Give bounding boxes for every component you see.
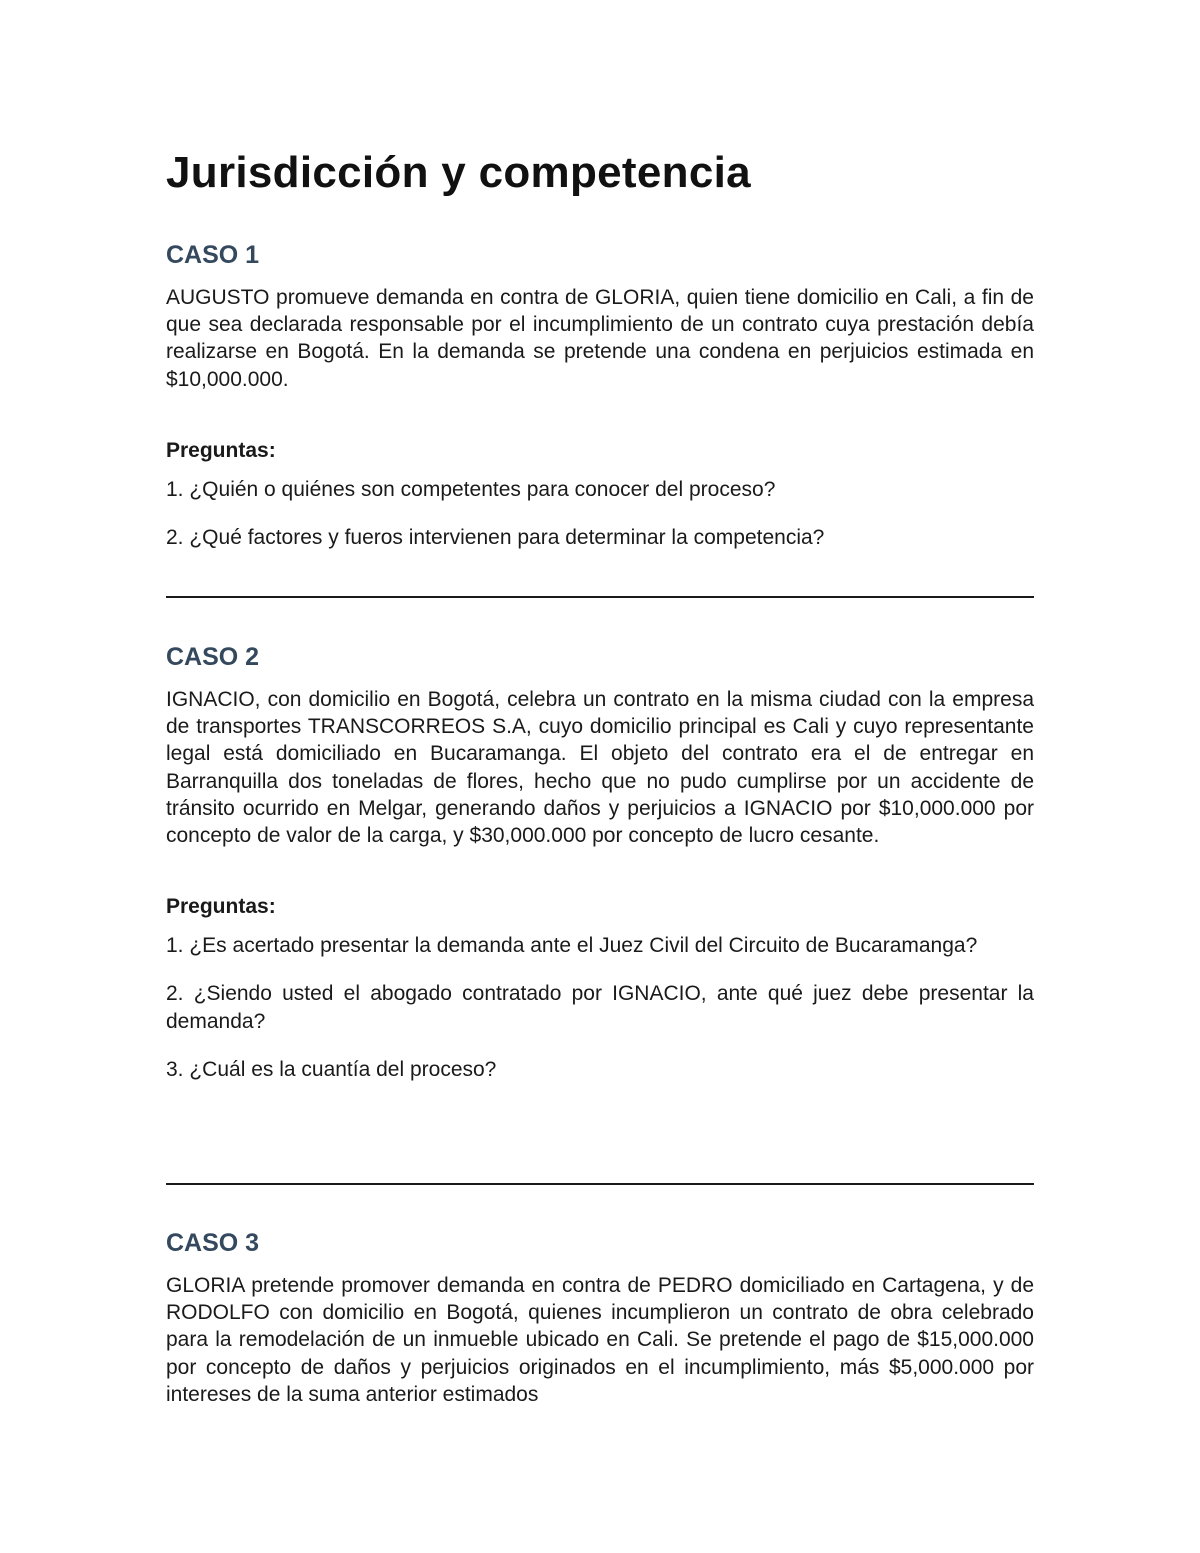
case-description: AUGUSTO promueve demanda en contra de GLORIA, quien tiene domicilio en Cali, a fin de que sea declarada responsable por el incumplimiento de un contrato cuya prestación debía realizarse en Bogotá. En la demanda se pretende una condena en perjuicios estimada en $10,000.000.	[166, 286, 1034, 391]
case-heading: CASO 2	[166, 643, 260, 671]
case-description: GLORIA pretende promover demanda en contra de PEDRO domiciliado en Cartagena, y de RODOLFO con domicilio en Bogotá, quienes incumplieron un contrato de obra celebrado para la remodelación de un inmueble ubicado en Cali. Se pretende el pago de $15,000.000 por concepto de daños y perjuicios originados en el incumplimiento, más $5,000.000 por intereses de la suma anterior estimados	[166, 1274, 1034, 1406]
question-item: 1. ¿Quién o quiénes son competentes para conocer del proceso?	[166, 477, 776, 501]
case-heading: CASO 1	[166, 241, 260, 269]
case-3	[166, 1228, 1034, 1408]
section-divider	[166, 1183, 1034, 1185]
case-description: IGNACIO, con domicilio en Bogotá, celebra un contrato en la misma ciudad con la empresa de transportes TRANSCORREOS S.A, cuyo domicilio principal es Cali y cuyo representante legal está domiciliado en Bucaramanga. El objeto del contrato era el de entregar en Barranquilla dos toneladas de flores, hecho que no pudo cumplirse por un accidente de tránsito ocurrido en Melgar, generando daños y perjuicios a IGNACIO por $10,000.000 por concepto de valor de la carga, y $30,000.000 por concepto de lucro cesante.	[166, 688, 1034, 848]
case-1	[166, 240, 1034, 551]
questions-label: Preguntas:	[166, 895, 276, 919]
question-item: 2. ¿Siendo usted el abogado contratado por IGNACIO, ante qué juez debe presentar la demanda?	[166, 982, 1034, 1033]
case-2	[166, 642, 1034, 1083]
question-item: 1. ¿Es acertado presentar la demanda ante el Juez Civil del Circuito de Bucaramanga?	[166, 934, 978, 958]
question-item: 2. ¿Qué factores y fueros intervienen para determinar la competencia?	[166, 526, 825, 550]
case-heading: CASO 3	[166, 1229, 260, 1257]
question-item: 3. ¿Cuál es la cuantía del proceso?	[166, 1057, 497, 1081]
section-divider	[166, 596, 1034, 598]
questions-label: Preguntas:	[166, 438, 276, 462]
document-title: Jurisdicción y competencia	[166, 148, 751, 197]
